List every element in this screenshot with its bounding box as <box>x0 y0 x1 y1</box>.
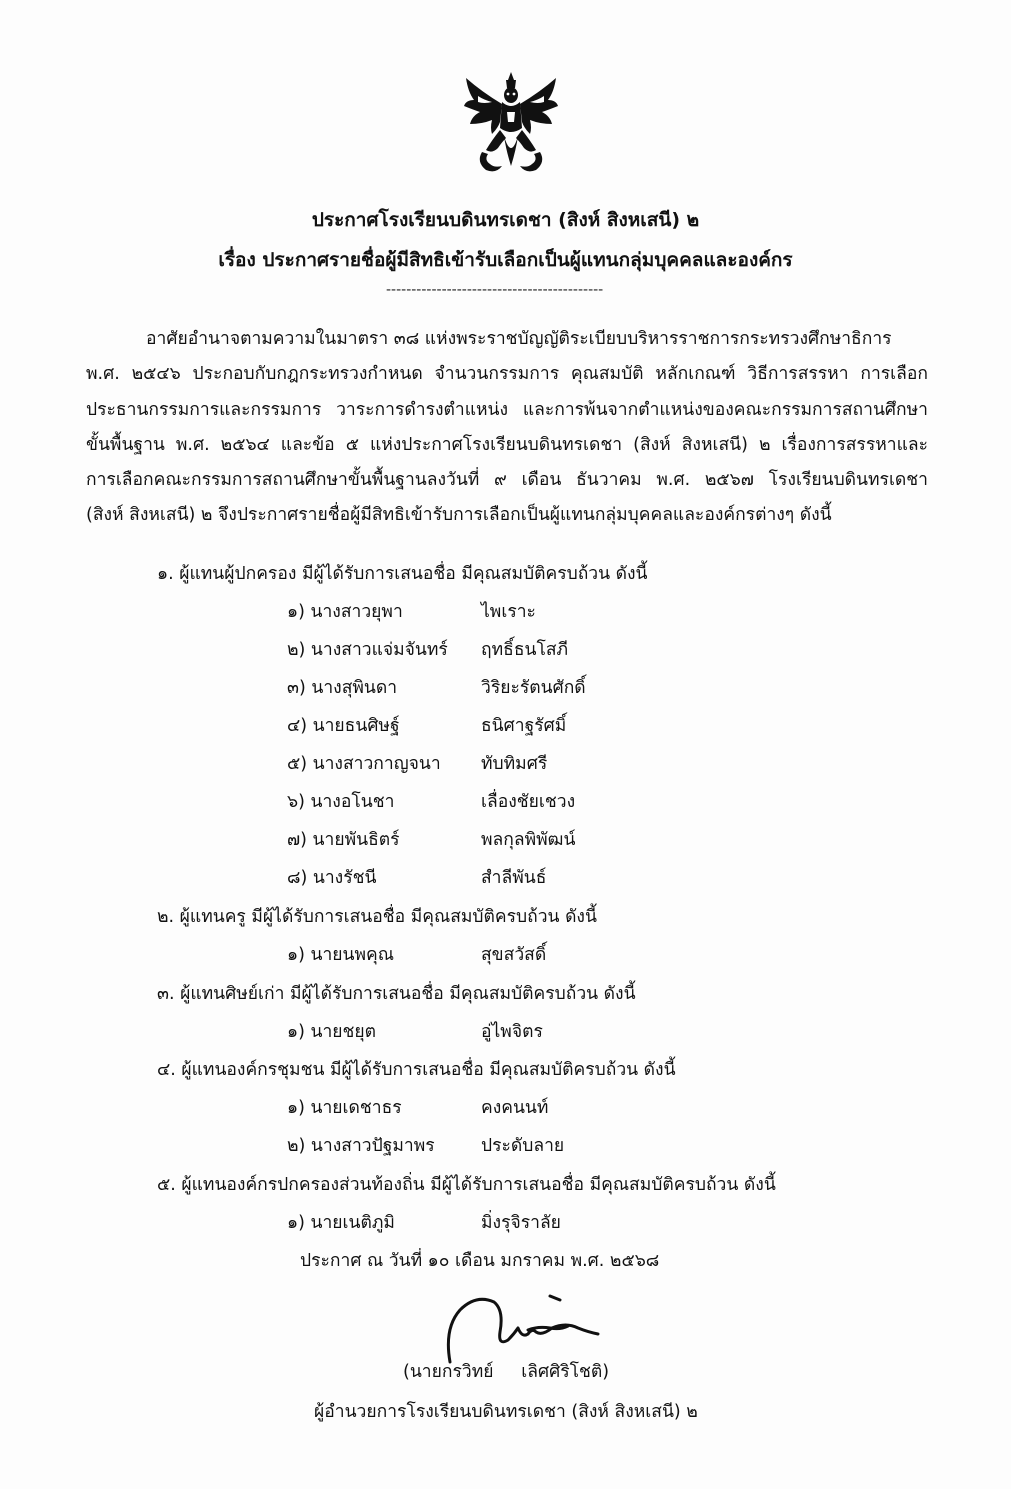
member-first-name: ๑) นายชยุต <box>287 1022 377 1042</box>
member-first-name: ๑) นายเดชาธร <box>287 1098 402 1118</box>
member-row <box>287 597 687 627</box>
member-first-name: ๒) นางสาวแจ่มจันทร์ <box>287 640 448 660</box>
body-line: ประธานกรรมการและกรรมการ วาระการดำรงตำแหน่ง และการพ้นจากตำแหน่งของคณะกรรมการสถานศึกษา <box>86 399 928 420</box>
member-last-name: วิริยะรัตนศักดิ์ <box>481 678 586 698</box>
member-row <box>287 1017 687 1047</box>
member-last-name: สำลีพันธ์ <box>481 868 547 888</box>
document-title: ประกาศโรงเรียนบดินทรเดชา (สิงห์ สิงหเสนี) ๒ <box>311 209 700 231</box>
member-first-name: ๑) นางสาวยุพา <box>287 602 403 622</box>
document-subject: เรื่อง ประกาศรายชื่อผู้มีสิทธิเข้ารับเลือกเป็นผู้แทนกลุ่มบุคคลและองค์กร <box>218 249 793 271</box>
body-line: ขั้นพื้นฐาน พ.ศ. ๒๕๖๔ และข้อ ๕ แห่งประกาศโรงเรียนบดินทรเดชา (สิงห์ สิงหเสนี) ๒ เรื่องการสรรหาและ <box>86 434 928 455</box>
section-heading-community: ๔. ผู้แทนองค์กรชุมชน มีผู้ได้รับการเสนอชื่อ มีคุณสมบัติครบถ้วน ดังนี้ <box>157 1060 676 1080</box>
member-row <box>287 635 687 665</box>
member-last-name: ประดับลาย <box>481 1136 565 1156</box>
member-first-name: ๗) นายพันธิตร์ <box>287 830 400 850</box>
member-first-name: ๕) นางสาวกาญจนา <box>287 754 441 774</box>
handwritten-signature <box>442 1288 602 1366</box>
member-last-name: มิ่งรุจิราลัย <box>481 1213 561 1233</box>
member-first-name: ๖) นางอโนชา <box>287 792 395 812</box>
body-line: พ.ศ. ๒๕๔๖ ประกอบกับกฎกระทรวงกำหนด จำนวนกรรมการ คุณสมบัติ หลักเกณฑ์ วิธีการสรรหา การเลือก <box>86 364 928 385</box>
member-row <box>287 787 687 817</box>
member-row <box>287 1131 687 1161</box>
signer-name: (นายกรวิทย์ เลิศศิริโชติ) <box>403 1362 610 1382</box>
member-last-name: สุขสวัสดิ์ <box>481 945 547 965</box>
member-last-name: เลื่องชัยเชวง <box>481 792 576 812</box>
section-heading-parents: ๑. ผู้แทนผู้ปกครอง มีผู้ได้รับการเสนอชื่อ มีคุณสมบัติครบถ้วน ดังนี้ <box>157 564 648 584</box>
section-heading-local-government: ๕. ผู้แทนองค์กรปกครองส่วนท้องถิ่น มีผู้ได้รับการเสนอชื่อ มีคุณสมบัติครบถ้วน ดังนี้ <box>157 1175 776 1195</box>
member-last-name: พลกุลพิพัฒน์ <box>481 830 576 850</box>
member-row <box>287 1093 687 1123</box>
section-heading-teachers: ๒. ผู้แทนครู มีผู้ได้รับการเสนอชื่อ มีคุณสมบัติครบถ้วน ดังนี้ <box>157 907 597 927</box>
body-line: อาศัยอำนาจตามความในมาตรา ๓๘ แห่งพระราชบัญญัติระเบียบบริหารราชการกระทรวงศึกษาธิการ <box>146 329 892 349</box>
title-divider: ------------------------------------------- <box>386 282 604 298</box>
member-last-name: ทับทิมศรี <box>481 754 548 774</box>
member-last-name: ธนิศาฐรัศมิ์ <box>481 716 567 736</box>
member-first-name: ๔) นายธนศิษฐ์ <box>287 716 400 736</box>
member-last-name: ไพเราะ <box>481 602 536 622</box>
member-first-name: ๘) นางรัชนี <box>287 868 377 888</box>
body-line: การเลือกคณะกรรมการสถานศึกษาขั้นพื้นฐานลงวันที่ ๙ เดือน ธันวาคม พ.ศ. ๒๕๖๗ โรงเรียนบดินทรเดชา <box>86 470 928 491</box>
member-first-name: ๑) นายเนติภูมิ <box>287 1213 395 1233</box>
member-first-name: ๑) นายนพคุณ <box>287 945 394 965</box>
signer-position: ผู้อำนวยการโรงเรียนบดินทรเดชา (สิงห์ สิงหเสนี) ๒ <box>314 1402 698 1422</box>
member-row <box>287 749 687 779</box>
member-row <box>287 673 687 703</box>
member-last-name: ฤทธิ์ธนโสภี <box>481 640 569 660</box>
body-paragraph <box>86 322 928 534</box>
member-last-name: คงคนนท์ <box>481 1098 549 1118</box>
member-row <box>287 940 687 970</box>
member-first-name: ๓) นางสุพินดา <box>287 678 398 698</box>
member-first-name: ๒) นางสาวปัฐมาพร <box>287 1136 435 1156</box>
body-line: (สิงห์ สิงหเสนี) ๒ จึงประกาศรายชื่อผู้มีสิทธิเข้ารับการเลือกเป็นผู้แทนกลุ่มบุคคลและองค์กรต่างๆ ดังนี้ <box>86 505 832 526</box>
section-heading-alumni: ๓. ผู้แทนศิษย์เก่า มีผู้ได้รับการเสนอชื่อ มีคุณสมบัติครบถ้วน ดังนี้ <box>157 984 636 1004</box>
member-row <box>287 1208 687 1238</box>
member-row <box>287 711 687 741</box>
member-row <box>287 863 687 893</box>
member-row <box>287 825 687 855</box>
member-last-name: อู่ไพจิตร <box>481 1022 543 1042</box>
announcement-date: ประกาศ ณ วันที่ ๑๐ เดือน มกราคม พ.ศ. ๒๕๖๘ <box>300 1251 660 1271</box>
garuda-emblem-icon <box>462 70 560 180</box>
